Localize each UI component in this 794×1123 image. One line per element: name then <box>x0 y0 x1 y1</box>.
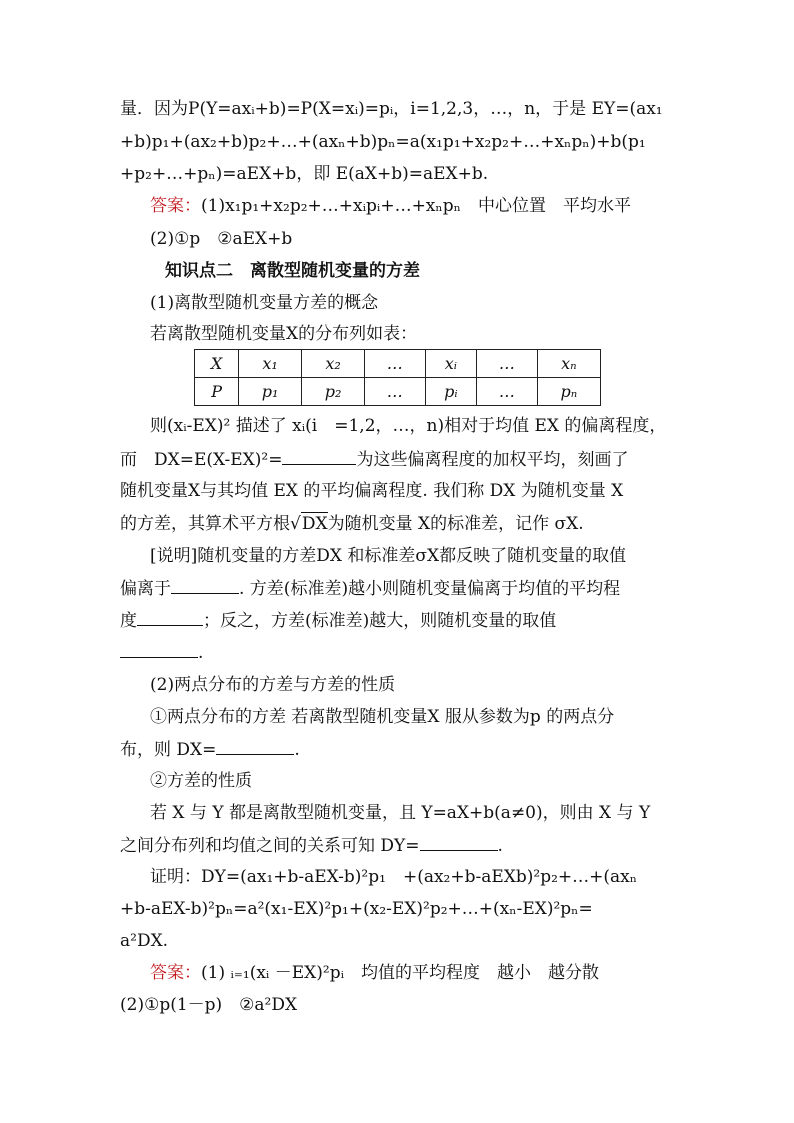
text-line: ①两点分布的方差 若离散型随机变量X 服从参数为p 的两点分 <box>150 707 615 727</box>
fill-blank <box>137 609 203 626</box>
table-cell: x₂ <box>302 350 365 378</box>
text-line: 的方差，其算术平方根√DX为随机变量 X的标准差，记作 σX. <box>120 514 584 534</box>
table-cell: p₁ <box>239 378 302 406</box>
answer-2-line2: (2)①p(1－p) ②a²DX <box>120 995 298 1015</box>
answer-2 <box>150 962 680 984</box>
text-span: . <box>294 740 300 760</box>
subsection-2: (2)两点分布的方差与方差的性质 <box>150 675 396 695</box>
answer-1 <box>150 195 680 217</box>
table-cell: … <box>477 378 538 406</box>
text-line <box>120 834 680 857</box>
text-line: 量．因为P(Y=axᵢ+b)=P(X=xᵢ)=pᵢ，i=1,2,3，…，n，于是 EY=(ax₁ <box>120 99 663 119</box>
text-line <box>120 738 680 761</box>
fill-blank <box>420 834 498 851</box>
text-line: +p₂+…+pₙ)=aEX+b，即 E(aX+b)=aEX+b. <box>120 164 489 184</box>
fill-blank <box>282 448 356 465</box>
fill-blank <box>216 738 294 755</box>
note-line <box>120 641 680 664</box>
table-cell: pᵢ <box>425 378 477 406</box>
text-line: 若 X 与 Y 都是离散型随机变量，且 Y=aX+b(a≠0)，则由 X 与 Y <box>150 803 651 823</box>
note-line: [说明]随机变量的方差DX 和标准差σX都反映了随机变量的取值 <box>150 546 627 566</box>
text-span: . <box>198 643 204 663</box>
text-span: . <box>497 836 503 856</box>
table-cell: … <box>477 350 538 378</box>
text-line: +b)p₁+(ax₂+b)p₂+…+(axₙ+b)pₙ=a(x₁p₁+x₂p₂+…+xₙpₙ)+b(p₁ <box>120 132 646 152</box>
text-span: 度 <box>120 611 137 631</box>
text-span: 之间分布列和均值之间的关系可知 DY= <box>120 836 420 856</box>
text-span: . 方差(标准差)越小则随机变量偏离于均值的平均程 <box>239 579 621 599</box>
table-cell: X <box>195 350 239 378</box>
answer-label: 答案： <box>150 196 201 216</box>
answer-text: (1)x₁p₁+x₂p₂+…+xᵢpᵢ+…+xₙpₙ 中心位置 平均水平 <box>201 196 631 216</box>
text-line: 则(xᵢ-EX)² 描述了 xᵢ(i =1,2，…，n)相对于均值 EX 的偏离程度， <box>150 416 667 436</box>
answer-1-line2: (2)①p ②aEX+b <box>150 229 293 249</box>
text-line <box>120 448 680 471</box>
text-span: 偏离于 <box>120 579 171 599</box>
note-line <box>120 609 680 632</box>
answer-text: (1) ᵢ₌₁(xᵢ －EX)²pᵢ 均值的平均程度 越小 越分散 <box>201 963 599 983</box>
proof-line: 证明：DY=(ax₁+b-aEX-b)²p₁ +(ax₂+b-aEXb)²p₂+…+(axₙ <box>150 867 638 887</box>
text-line: 随机变量X与其均值 EX 的平均偏离程度. 我们称 DX 为随机变量 X <box>120 481 624 501</box>
section-title: 知识点二 离散型随机变量的方差 <box>165 261 420 281</box>
text-line: ②方差的性质 <box>150 771 252 791</box>
table-cell: P <box>195 378 239 406</box>
table-cell: xᵢ <box>425 350 477 378</box>
text-span: ；反之，方差(标准差)越大，则随机变量的取值 <box>203 611 557 631</box>
subsection-1: (1)离散型随机变量方差的概念 <box>150 293 379 313</box>
distribution-table <box>194 349 601 406</box>
table-cell: pₙ <box>537 378 600 406</box>
table-row <box>195 350 601 378</box>
table-row <box>195 378 601 406</box>
table-cell: … <box>365 350 426 378</box>
table-cell: x₁ <box>239 350 302 378</box>
note-line <box>120 577 680 600</box>
table-intro: 若离散型随机变量X的分布列如表： <box>150 324 418 344</box>
fill-blank <box>120 641 198 658</box>
table-cell: p₂ <box>302 378 365 406</box>
answer-label: 答案： <box>150 963 201 983</box>
table-cell: … <box>365 378 426 406</box>
fill-blank <box>171 577 239 594</box>
sqrt-dx: DX <box>301 514 328 534</box>
text-span: 为这些偏离程度的加权平均，刻画了 <box>356 450 629 470</box>
text-span: 的方差，其算术平方根 <box>120 514 290 534</box>
text-span: 而 DX=E(X-EX)²= <box>120 450 283 470</box>
table-cell: xₙ <box>537 350 600 378</box>
proof-line: a²DX. <box>120 931 169 951</box>
text-span: 布，则 DX= <box>120 740 217 760</box>
text-span: 为随机变量 X的标准差，记作 σX. <box>327 514 584 534</box>
proof-line: +b-aEX-b)²pₙ=a²(x₁-EX)²p₁+(x₂-EX)²p₂+…+(xₙ-EX)²pₙ= <box>120 899 593 919</box>
